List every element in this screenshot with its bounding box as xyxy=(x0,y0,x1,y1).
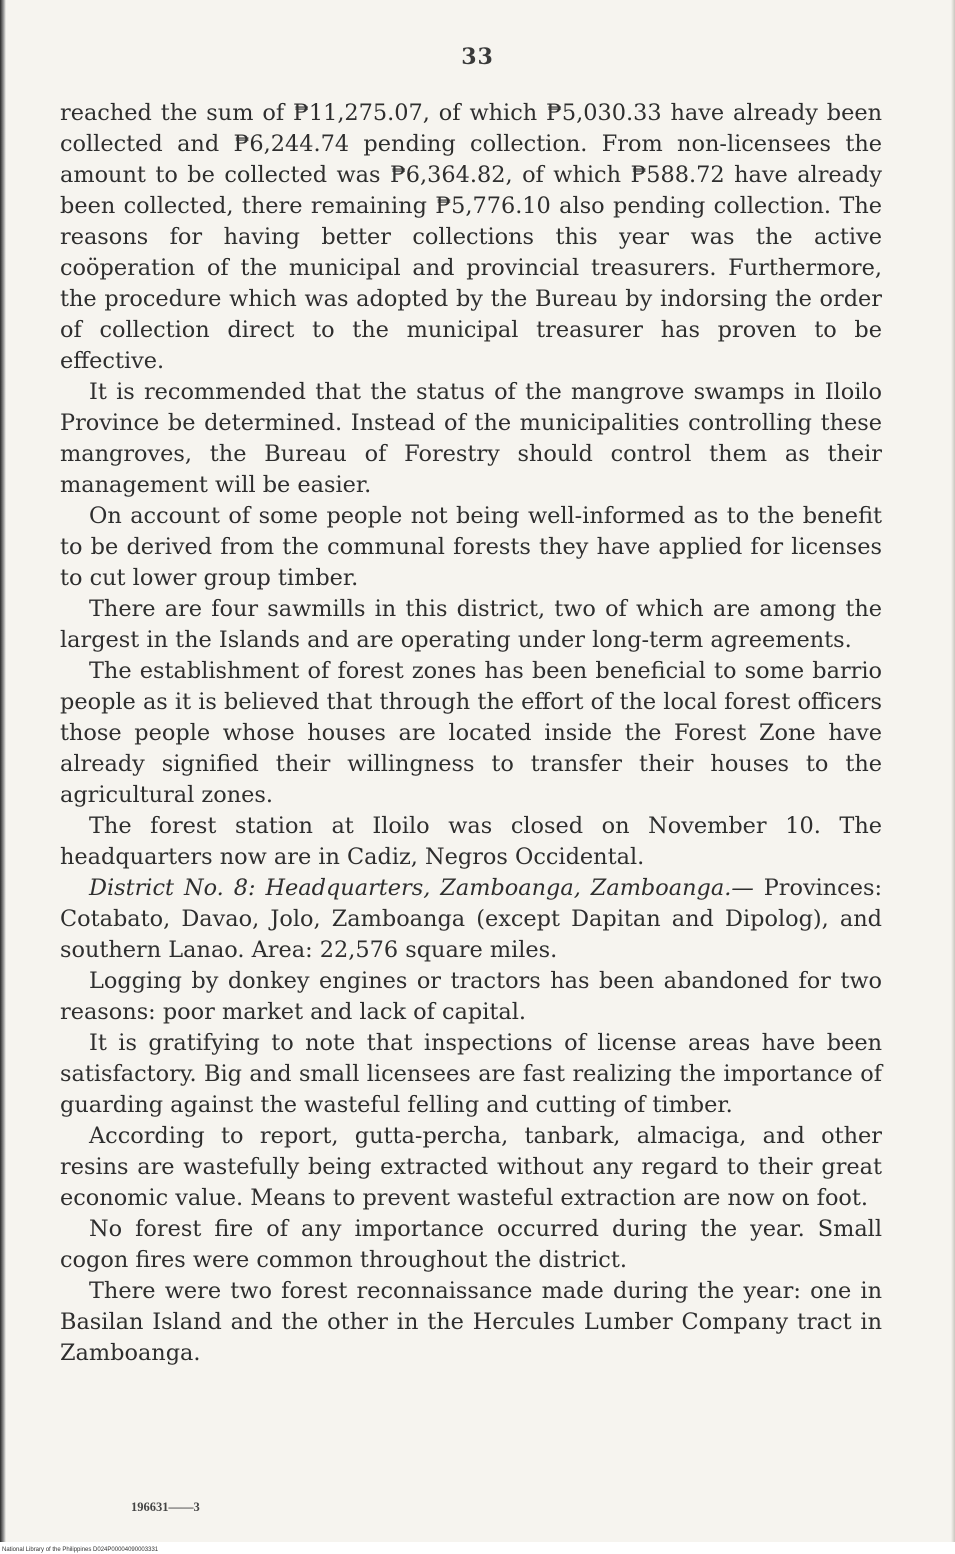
paragraph-sawmills: There are four sawmills in this district, two of which are among the largest in the Islands and are operating under long-term agreements. xyxy=(60,596,882,653)
signature-mark: 196631——3 xyxy=(131,1500,200,1514)
page-number: 33 xyxy=(461,44,494,70)
paragraph-continued: reached the sum of ₱11,275.07, of which ₱5,030.33 have already been collected and ₱6,244.74 pending collection. From non-licensees the amount to be collected was ₱6,364.82, of which ₱588.72 have already been collected, there remaining ₱5,776.10 also pending collection. The reasons for having better collections this year was the active coöperation of the municipal and provincial treasurers. Furthermore, the procedure which was adopted by the Bureau by indorsing the order of collection direct to the municipal treasurer has proven to be effective. xyxy=(60,100,882,374)
footer-text: National Library of the Philippines D024P00004090003331 xyxy=(2,1547,159,1553)
paragraph-forest-fire: No forest fire of any importance occurred during the year. Small cogon fires were common throughout the district. xyxy=(60,1216,882,1273)
district-provinces: Provinces: Cotabato, Davao, Jolo, Zamboanga (except Dapitan and Dipolog), and southern Lanao. Area: 22,576 square miles. xyxy=(60,875,883,963)
paragraph-inspections: It is gratifying to note that inspections of license areas have been satisfactory. Big and small licensees are fast realizing the importance of guarding against the wasteful felling and cutting of timber. xyxy=(60,1030,882,1118)
district-section xyxy=(60,873,882,966)
page-right-edge xyxy=(951,0,955,1554)
paragraph-forest-station: The forest station at Iloilo was closed on November 10. The headquarters now are in Cadiz, Negros Occidental. xyxy=(60,813,882,870)
scan-footer xyxy=(0,1542,955,1554)
paragraph-resins: According to report, gutta-percha, tanbark, almaciga, and other resins are wastefully being extracted without any regard to their great economic value. Means to prevent wasteful extraction are now on foot. xyxy=(60,1123,882,1211)
page-left-edge xyxy=(0,0,6,1554)
paragraph-mangrove: It is recommended that the status of the mangrove swamps in Iloilo Province be determined. Instead of the municipalities controlling these mangroves, the Bureau of Forestry should control them as their management will be easier. xyxy=(60,379,882,498)
district-heading: District No. 8: Headquarters, Zamboanga, Zamboanga.— xyxy=(89,875,754,901)
paragraph-reconnaissance: There were two forest reconnaissance made during the year: one in Basilan Island and the other in the Hercules Lumber Company tract in Zamboanga. xyxy=(60,1278,882,1366)
paragraph-forest-zones: The establishment of forest zones has been beneficial to some barrio people as it is believed that through the effort of the local forest officers those people whose houses are located inside the Forest Zone have already signified their willingness to transfer their houses to the agricultural zones. xyxy=(60,658,882,808)
body-text xyxy=(60,98,882,1369)
paragraph-communal-forests: On account of some people not being well-informed as to the benefit to be derived from the communal forests they have applied for licenses to cut lower group timber. xyxy=(60,503,882,591)
paragraph-logging: Logging by donkey engines or tractors has been abandoned for two reasons: poor market and lack of capital. xyxy=(60,968,882,1025)
